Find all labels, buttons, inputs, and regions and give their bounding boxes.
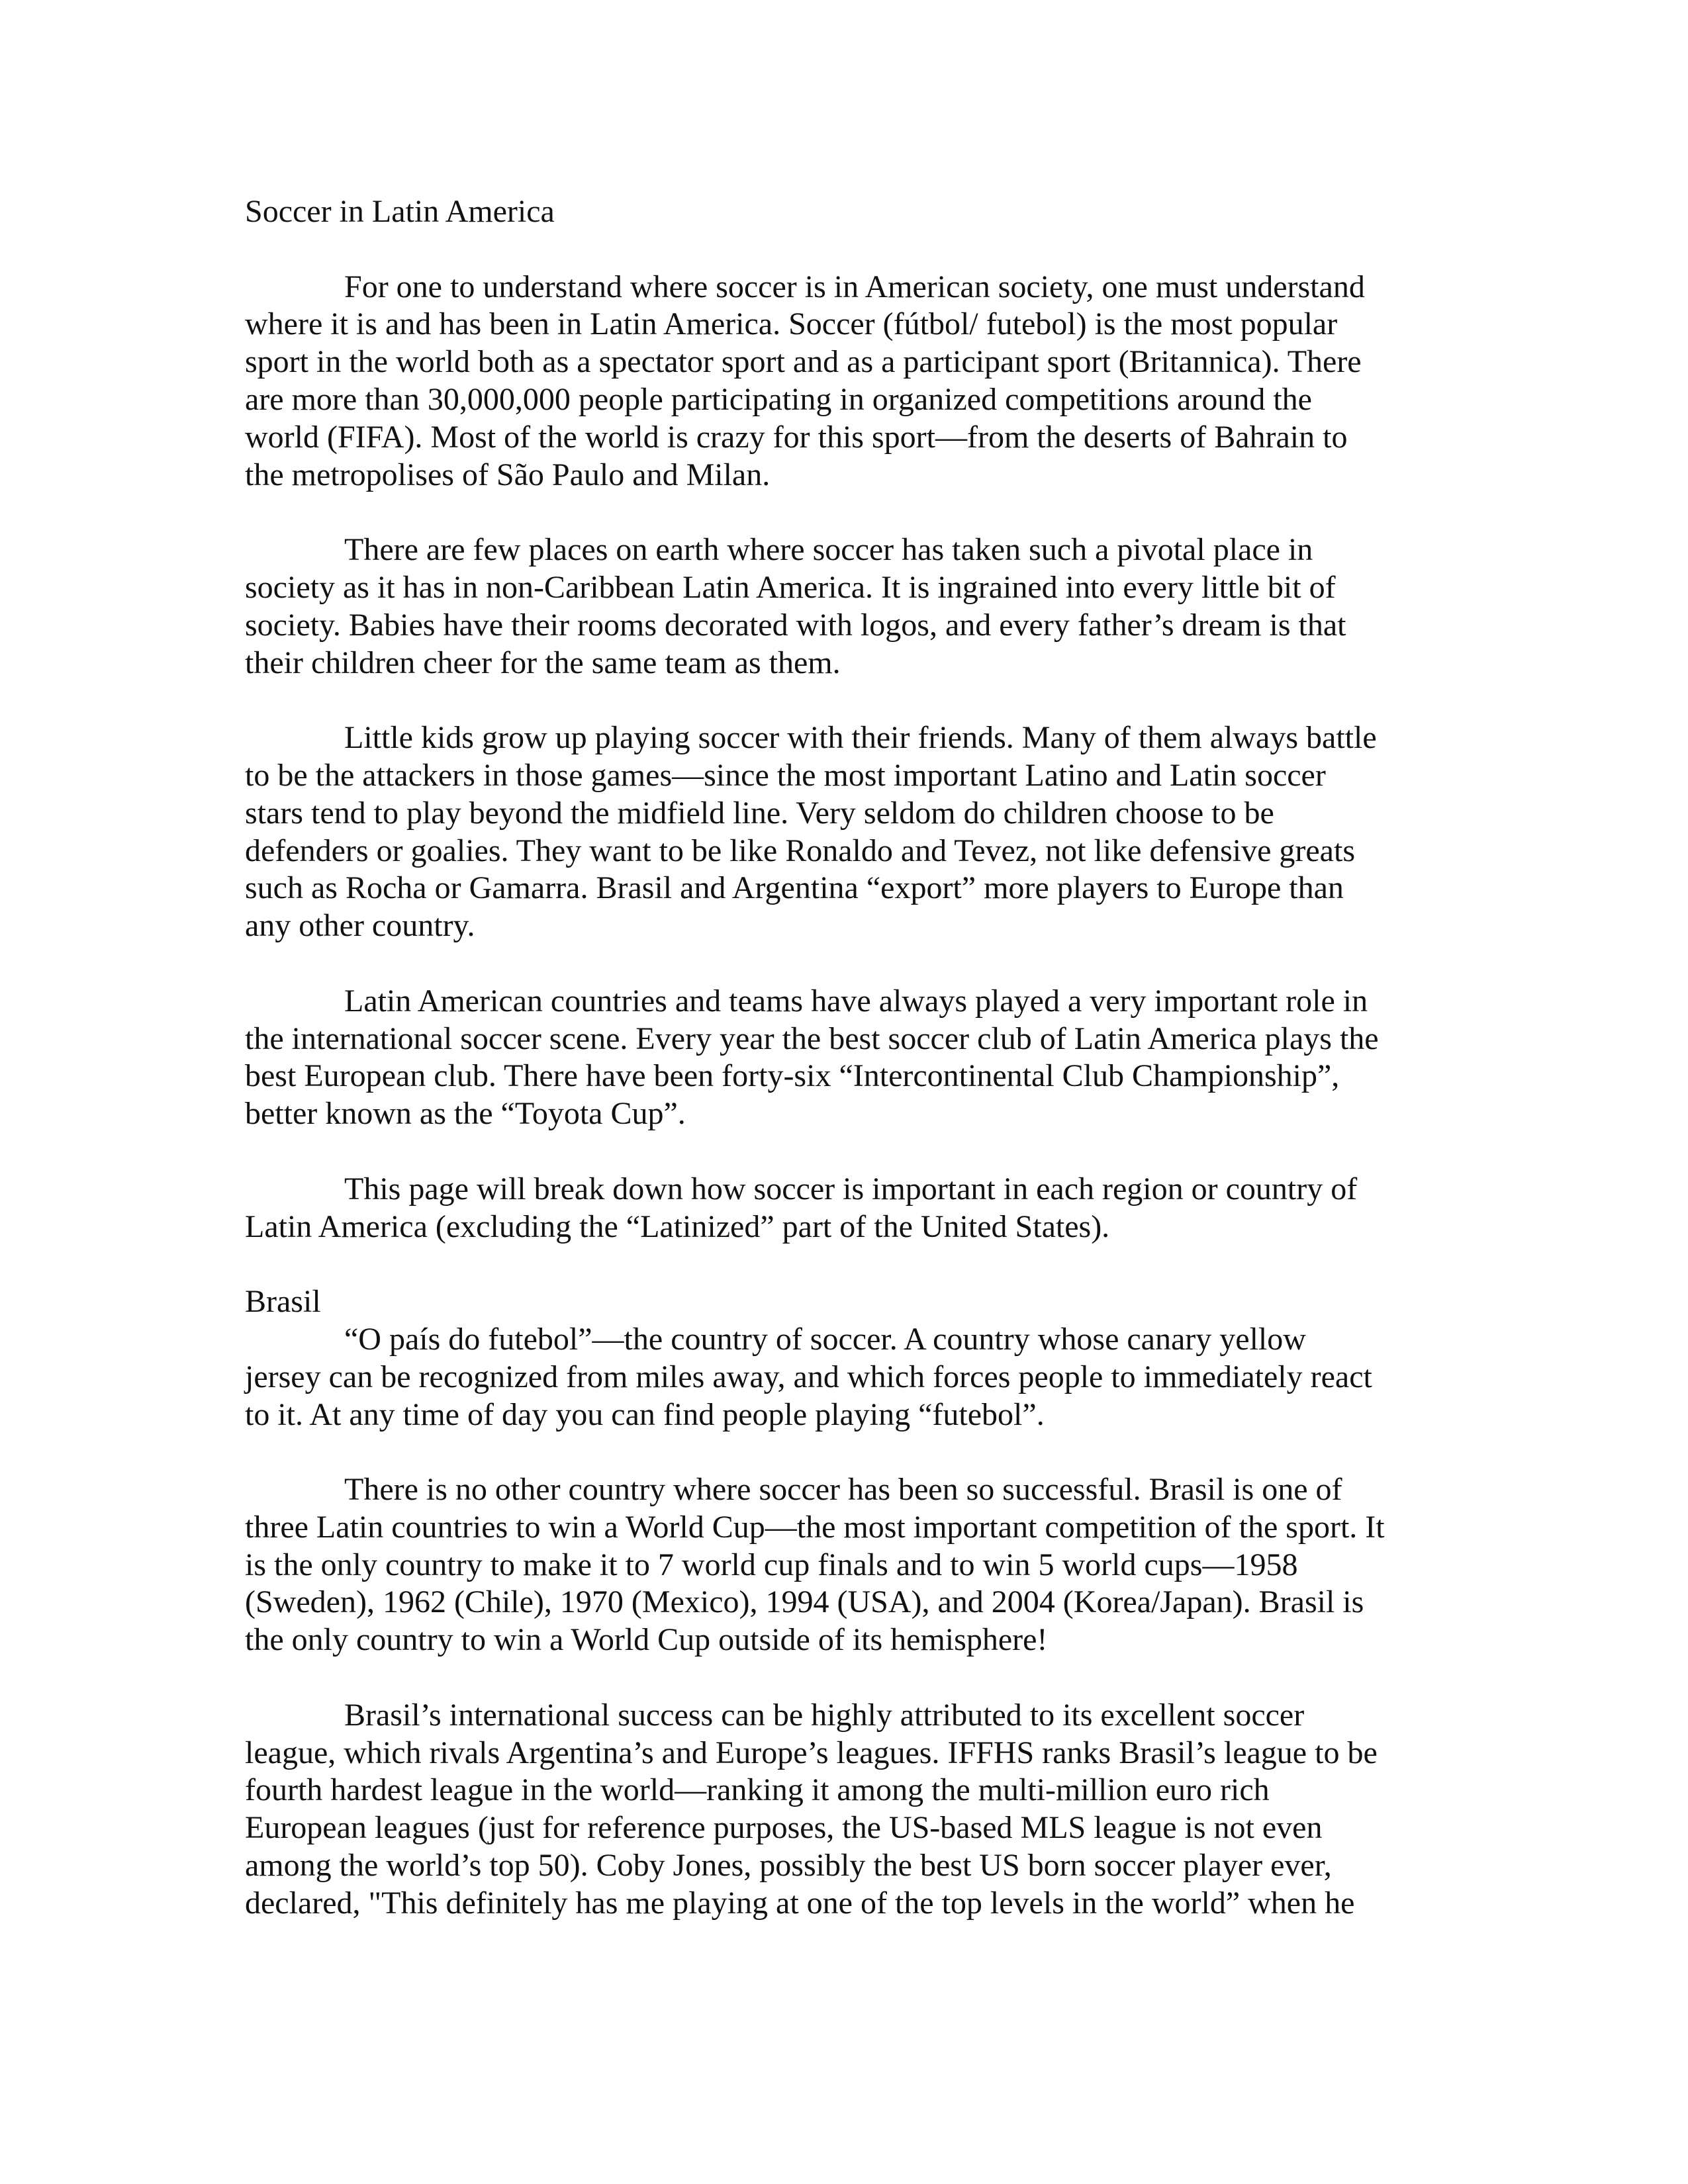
blank-line xyxy=(245,1246,1436,1283)
paragraph-international-role xyxy=(245,983,1436,1133)
paragraph-line: to be the attackers in those games—since the most important Latino and Latin soccer xyxy=(245,757,1326,793)
paragraph-line: world (FIFA). Most of the world is crazy for this sport—from the deserts of Bahrain to xyxy=(245,419,1348,455)
paragraph-line: are more than 30,000,000 people participating in organized competitions around the xyxy=(245,381,1312,417)
paragraph-line: is the only country to make it to 7 world cup finals and to win 5 world cups—1958 xyxy=(245,1547,1298,1582)
paragraph-line: stars tend to play beyond the midfield line. Very seldom do children choose to be xyxy=(245,795,1274,831)
document-body xyxy=(245,193,1436,1923)
paragraph-line: among the world’s top 50). Coby Jones, possibly the best US born soccer player ever, xyxy=(245,1848,1332,1884)
paragraph-line: Latin American countries and teams have always played a very important role in xyxy=(344,983,1368,1019)
paragraph-page-overview xyxy=(245,1171,1436,1246)
paragraph-line: the only country to win a World Cup outside of its hemisphere! xyxy=(245,1622,1048,1658)
paragraph-line: the metropolises of São Paulo and Milan. xyxy=(245,457,771,492)
paragraph-little-kids xyxy=(245,719,1436,945)
blank-line xyxy=(245,1133,1436,1171)
paragraph-line: society. Babies have their rooms decorated with logos, and every father’s dream is that xyxy=(245,607,1346,643)
blank-line xyxy=(245,945,1436,983)
paragraph-line: Little kids grow up playing soccer with their friends. Many of them always battle xyxy=(344,720,1377,756)
paragraph-line: There are few places on earth where soccer has taken such a pivotal place in xyxy=(344,532,1313,568)
blank-line xyxy=(245,494,1436,531)
paragraph-world-cups xyxy=(245,1471,1436,1659)
paragraph-line: such as Rocha or Gamarra. Brasil and Argentina “export” more players to Europe than xyxy=(245,870,1344,906)
document-title: Soccer in Latin America xyxy=(245,194,555,229)
blank-line xyxy=(245,1433,1436,1471)
paragraph-line: jersey can be recognized from miles away, and which forces people to immediately react xyxy=(245,1359,1372,1394)
paragraph-line: sport in the world both as a spectator sport and as a participant sport (Britannica). There xyxy=(245,344,1362,380)
paragraph-pivotal-place xyxy=(245,531,1436,682)
paragraph-line: fourth hardest league in the world—ranking it among the multi-million euro rich xyxy=(245,1772,1270,1808)
paragraph-line: (Sweden), 1962 (Chile), 1970 (Mexico), 1994 (USA), and 2004 (Korea/Japan). Brasil is xyxy=(245,1584,1364,1620)
blank-line xyxy=(245,231,1436,269)
blank-line xyxy=(245,1659,1436,1697)
paragraph-line: Latin America (excluding the “Latinized” part of the United States). xyxy=(245,1208,1110,1244)
blank-line xyxy=(245,682,1436,719)
paragraph-league-success xyxy=(245,1697,1436,1923)
paragraph-line: three Latin countries to win a World Cup—the most important competition of the sport. It xyxy=(245,1509,1385,1545)
paragraph-pais-do-futebol xyxy=(245,1321,1436,1433)
paragraph-intro xyxy=(245,269,1436,494)
section-heading-brasil: Brasil xyxy=(245,1284,321,1320)
paragraph-line: league, which rivals Argentina’s and Europe’s leagues. IFFHS ranks Brasil’s league to be xyxy=(245,1735,1378,1770)
paragraph-line: Brasil’s international success can be highly attributed to its excellent soccer xyxy=(344,1697,1305,1733)
paragraph-line: any other country. xyxy=(245,908,475,944)
paragraph-line: This page will break down how soccer is important in each region or country of xyxy=(344,1171,1358,1206)
paragraph-line: to it. At any time of day you can find people playing “futebol”. xyxy=(245,1396,1045,1432)
paragraph-line: best European club. There have been forty-six “Intercontinental Club Championship”, xyxy=(245,1058,1340,1094)
paragraph-line: For one to understand where soccer is in American society, one must understand xyxy=(344,269,1365,304)
paragraph-line: declared, "This definitely has me playing at one of the top levels in the world” when he xyxy=(245,1885,1355,1921)
paragraph-line: their children cheer for the same team as them. xyxy=(245,645,841,680)
paragraph-line: There is no other country where soccer has been so successful. Brasil is one of xyxy=(344,1472,1342,1508)
paragraph-line: where it is and has been in Latin America. Soccer (fútbol/ futebol) is the most popular xyxy=(245,306,1338,342)
paragraph-line: better known as the “Toyota Cup”. xyxy=(245,1096,686,1132)
paragraph-line: defenders or goalies. They want to be like Ronaldo and Tevez, not like defensive greats xyxy=(245,833,1355,868)
paragraph-line: society as it has in non-Caribbean Latin America. It is ingrained into every little bit of xyxy=(245,569,1336,605)
paragraph-line: European leagues (just for reference purposes, the US-based MLS league is not even xyxy=(245,1810,1323,1846)
paragraph-line: “O país do futebol”—the country of soccer. A country whose canary yellow xyxy=(344,1321,1306,1357)
paragraph-line: the international soccer scene. Every year the best soccer club of Latin America plays the xyxy=(245,1021,1379,1056)
